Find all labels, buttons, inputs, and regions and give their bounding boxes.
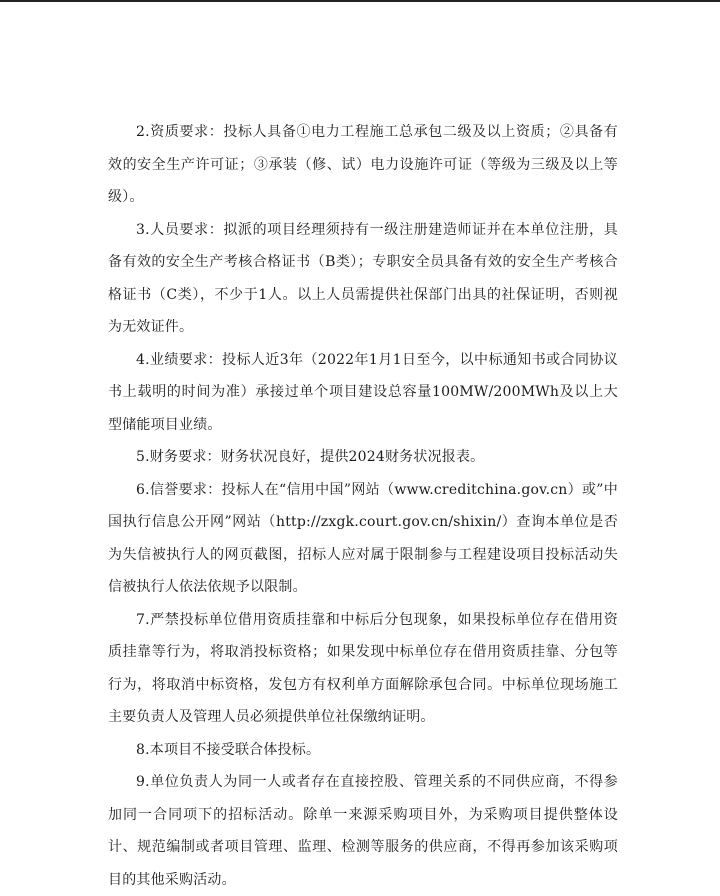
- document-body: [108, 116, 618, 896]
- page-top-border: [0, 0, 720, 2]
- paragraph-financial: 5.财务要求：财务状况良好，提供2024财务状况报表。: [136, 449, 485, 465]
- paragraph-performance: 4.业绩要求：投标人近3年（2022年1月1日至今，以中标通知书或合同协议书上载明的时间为准）承接过单个项目建设总容量100MW/200MWh及以上大型储能项目业绩。: [108, 351, 618, 433]
- paragraph-subcontract: 7.严禁投标单位借用资质挂靠和中标后分包现象，如果投标单位存在借用资质挂靠等行为，将取消投标资格；如果发现中标单位存在借用资质挂靠、分包等行为，将取消中标资格，发包方有权利单方面解除承包合同。中标单位现场施工主要负责人及管理人员必须提供单位社保缴纳证明。: [108, 611, 618, 725]
- paragraph-conflict: 9.单位负责人为同一人或者存在直接控股、管理关系的不同供应商，不得参加同一合同项下的招标活动。除单一来源采购项目外，为采购项目提供整体设计、规范编制或者项目管理、监理、检测等服务的供应商，不得再参加该采购项目的其他采购活动。: [108, 774, 618, 888]
- paragraph-personnel: 3.人员要求：拟派的项目经理须持有一级注册建造师证并在本单位注册，具备有效的安全生产考核合格证书（B类）；专职安全员具备有效的安全生产考核合格证书（C类），不少于1人。以上人员需提供社保部门出具的社保证明，否则视为无效证件。: [108, 221, 618, 335]
- paragraph-qualification: 2.资质要求：投标人具备①电力工程施工总承包二级及以上资质；②具备有效的安全生产许可证；③承装（修、试）电力设施许可证（等级为三级及以上等级）。: [108, 124, 618, 205]
- paragraph-consortium: 8.本项目不接受联合体投标。: [136, 741, 321, 758]
- paragraph-credit: 6.信誉要求：投标人在“信用中国”网站（www.creditchina.gov.cn）或”中国执行信息公开网”网站（http://zxgk.court.gov.cn/shixin/）查询本单位是否为失信被执行人的网页截图，招标人应对属于限制参与工程建设项目投标活动失信被执行人依法依规予以限制。: [108, 481, 618, 595]
